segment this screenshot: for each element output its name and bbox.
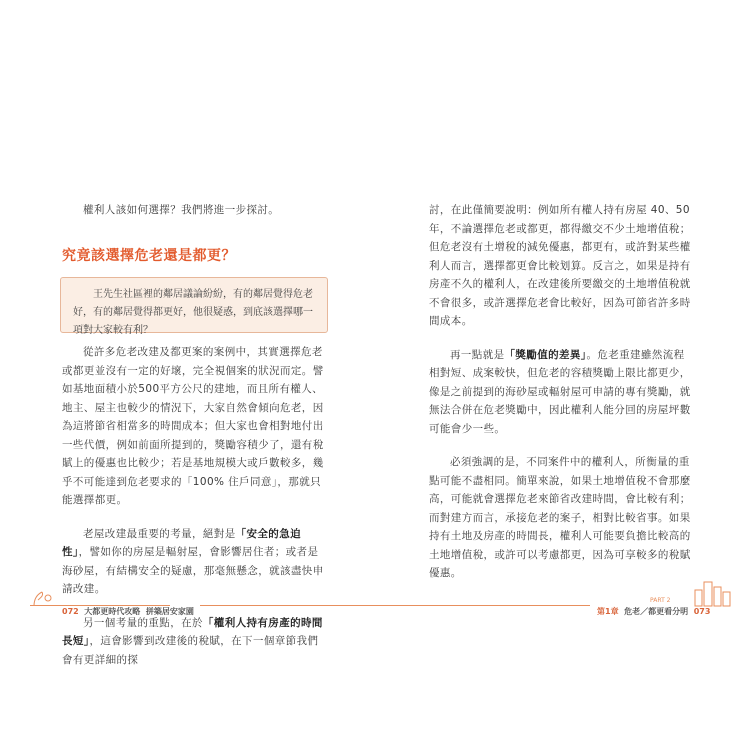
left-p2-highlight: 「安全的急迫性」 xyxy=(62,527,302,558)
right-paragraph-3: 必須強調的是，不同案件中的權利人，所衡量的重點可能不盡相同。簡單來說，如果土地增值稅不會那麼高，可能就會選擇危老來節省改建時間，會比較有利；而對建方而言，承接危老的案子，相對比較省事。如果持有土地及房產的時間長，權利人可能要負擔比較高的土地增值稅，或許可以考慮都更，因為可享較多的稅賦優惠。 xyxy=(429,456,691,579)
part-label: PART 2 xyxy=(650,597,671,604)
left-paragraph-2 xyxy=(62,525,327,599)
left-p3-highlight: 「權利人持有房產的時間長短」 xyxy=(62,616,323,647)
left-footer-line-2 xyxy=(200,605,375,606)
left-p2-post: ，譬如你的房屋是輻射屋，會影響居住者；或者是海砂屋，有結構安全的疑慮，那毫無懸念，就該盡快申請改建。 xyxy=(62,546,324,595)
callout-box xyxy=(60,277,328,336)
footer-buildings-icon xyxy=(693,578,733,608)
left-paragraph-3 xyxy=(62,614,327,670)
right-page-number: 073 xyxy=(693,607,711,616)
right-paragraph-2 xyxy=(429,346,693,439)
left-p2-pre: 老屋改建最重要的考量，絕對是 xyxy=(83,527,236,540)
left-body xyxy=(62,343,327,684)
book-title: 大都更時代攻略 xyxy=(84,607,141,616)
left-p3-post: ，這會影響到改建後的稅賦，在下一個章節我們會有更詳細的探 xyxy=(62,635,319,666)
left-top-text xyxy=(62,201,327,235)
left-footer xyxy=(62,606,194,617)
book-subtitle: 拼築居安家園 xyxy=(145,607,194,616)
right-paragraph-1: 討，在此僅簡要說明：例如所有權人持有房屋 40、50 年，不論選擇危老或都更，都得繳交不少土地增值稅；但危老沒有土增稅的減免優惠，都更有，或許對某些權利人而言，選擇都更會比較划算。反言之，如果是持有房產不久的權利人，在改建後所要繳交的土地增值稅就不會很多，或許選擇危老會比較好，因為可節省許多時間成本。 xyxy=(429,204,691,327)
right-body xyxy=(429,201,693,598)
section-heading: 究竟該選擇危老還是都更？ xyxy=(62,248,236,264)
right-p2-post: 。危老重建雖然流程相對短、成案較快，但危老的容積獎勵上限比都更少，像是之前提到的海砂屋或輻射屋可申請的專有獎勵，就無法合併在危老獎勵中，因此權利人能分回的房屋坪數可能會少一些。 xyxy=(429,348,691,435)
right-p2-highlight: 「獎勵值的差異」 xyxy=(504,348,587,361)
chapter-label: 第1章 xyxy=(597,607,619,616)
left-page-number: 072 xyxy=(62,607,79,616)
left-paragraph-1: 從許多危老改建及都更案的案例中，其實選擇危老或都更並沒有一定的好壞，完全視個案的狀況而定。譬如基地面積小於500平方公尺的建地，而且所有權人、地主、屋主也較少的情況下，大家自然會傾向危老，因為這將節省相當多的時間成本；但大家也會相對地付出一些代價，例如前面所提到的，獎勵容積少了，還有稅賦上的優惠也比較少；若是基地規模大或戶數較多，幾乎不可能達到危老要求的「100% 住戶同意」，那就只能選擇都更。 xyxy=(62,346,324,506)
callout-text: 王先生社區裡的鄰居議論紛紛，有的鄰居覺得危老好，有的鄰居覺得都更好，他很疑惑，到底該選擇哪一項對大家較有利？ xyxy=(73,289,313,336)
right-p2-pre: 再一點就是 xyxy=(450,348,505,361)
left-p3-pre: 另一個考量的重點，在於 xyxy=(83,616,203,629)
chapter-title: 危老／都更看分明 xyxy=(624,607,689,616)
right-page xyxy=(375,0,750,750)
intro-paragraph: 權利人該如何選擇？我們將進一步探討。 xyxy=(83,204,280,216)
right-footer-line xyxy=(375,605,590,606)
